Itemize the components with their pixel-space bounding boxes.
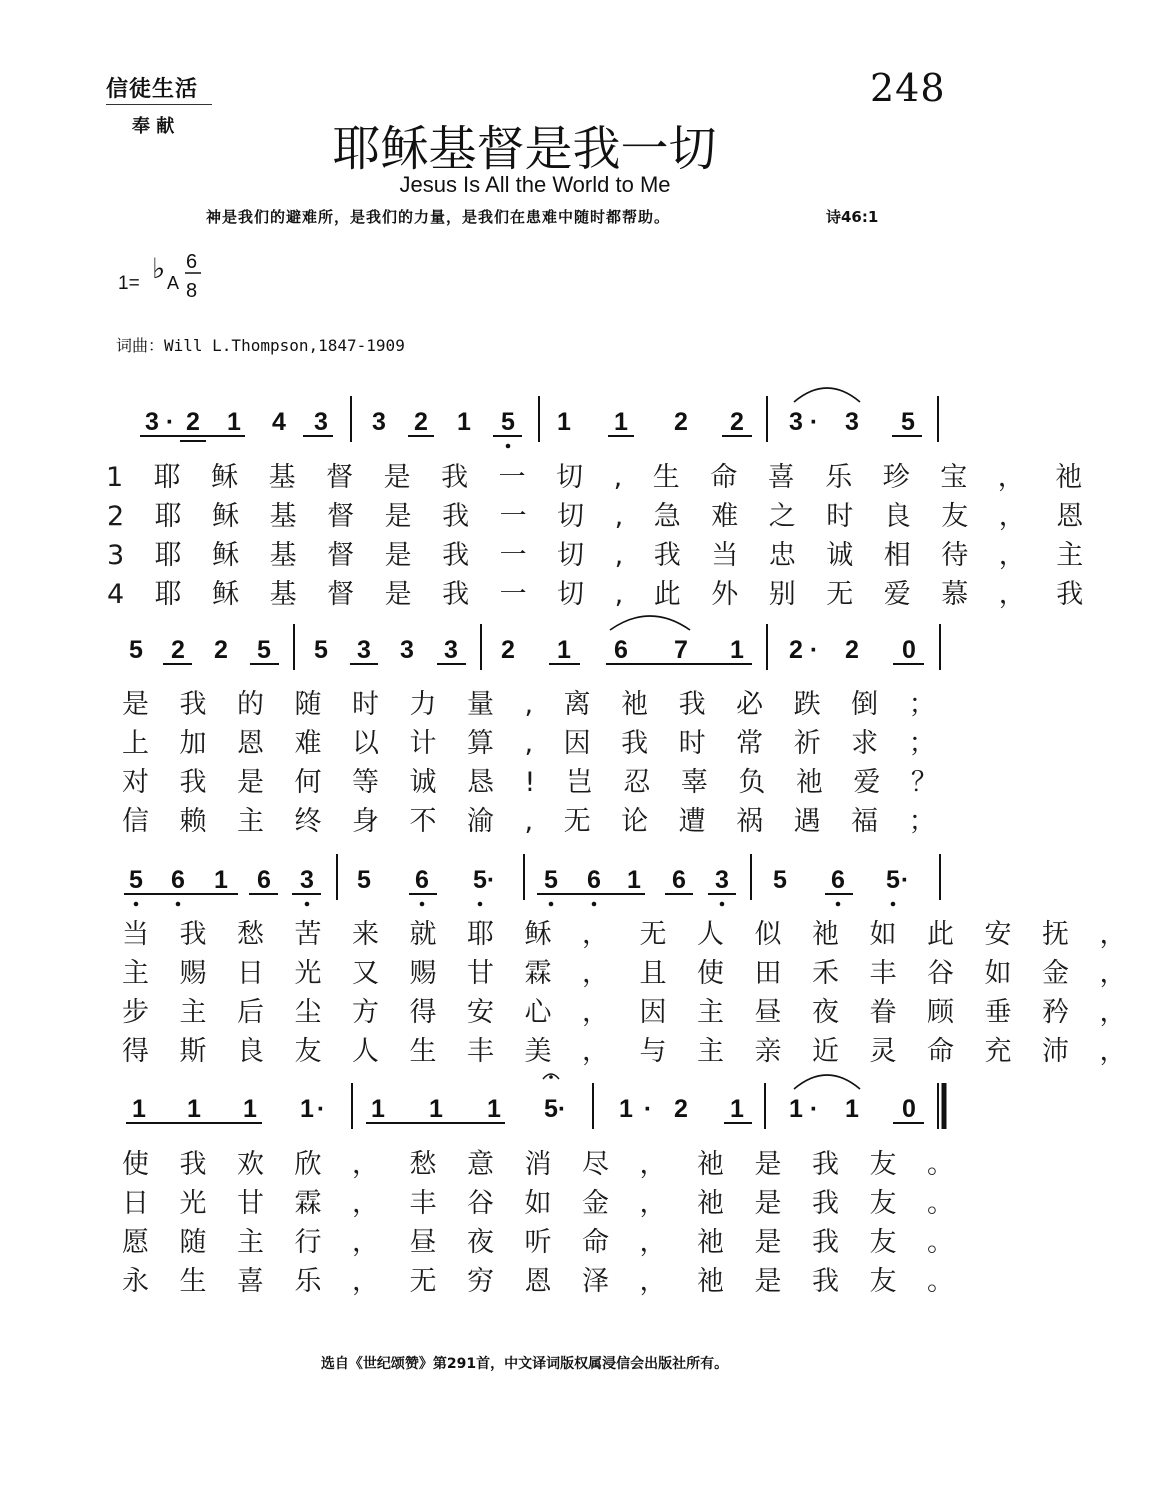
lyric-line: 步主后尘方得安心，因主昼夜眷顾垂矜，	[122, 997, 1157, 1028]
credits: 词曲：Will L.Thompson,1847-1909	[116, 336, 405, 355]
jianpu-note: 3	[444, 636, 458, 664]
low-octave-dot	[836, 902, 841, 907]
jianpu-note: 2	[414, 408, 428, 436]
jianpu-note: 5	[129, 866, 143, 894]
copyright-footer: 选自《世纪颂赞》第291首，中文译词版权属浸信会出版社所有。	[320, 1356, 729, 1372]
jianpu-note: 6	[672, 866, 686, 894]
jianpu-note: 2	[186, 408, 200, 436]
low-octave-dot	[506, 444, 511, 449]
key-prefix: 1=	[118, 273, 140, 294]
music-system	[126, 1074, 944, 1129]
augmentation-dot: ·	[809, 408, 819, 436]
augmentation-dot: ·	[809, 636, 819, 664]
jianpu-note: 5	[473, 866, 487, 894]
jianpu-note: 1	[243, 1095, 257, 1123]
flat-symbol: ♭	[152, 253, 166, 284]
jianpu-note: 3	[145, 408, 159, 436]
lyric-line: 日光甘霖，丰谷如金，祂是我友。	[122, 1188, 985, 1219]
jianpu-note: 1	[227, 408, 241, 436]
jianpu-note: 1	[789, 1095, 803, 1123]
jianpu-note: 1	[557, 636, 571, 664]
jianpu-note: 1	[132, 1095, 146, 1123]
jianpu-note: 2	[674, 1095, 688, 1123]
lyric-line: 3耶稣基督是我一切,我当忠诚相待，主	[107, 540, 1114, 571]
jianpu-note: 5	[886, 866, 900, 894]
jianpu-note: 5	[314, 636, 328, 664]
augmentation-dot: ·	[165, 408, 175, 436]
jianpu-note: 3	[314, 408, 328, 436]
hymn-title-english: Jesus Is All the World to Me	[399, 172, 671, 197]
jianpu-note: 5	[901, 408, 915, 436]
jianpu-note: 3	[357, 636, 371, 664]
low-octave-dot	[592, 902, 597, 907]
low-octave-dot	[549, 902, 554, 907]
lyric-line: 当我愁苦来就耶稣，无人似祂如此安抚，	[122, 919, 1157, 950]
jianpu-note: 3	[789, 408, 803, 436]
jianpu-note: 1	[730, 1095, 744, 1123]
jianpu-note: 4	[272, 408, 286, 436]
low-octave-dot	[305, 902, 310, 907]
time-signature-bottom: 8	[186, 280, 198, 302]
jianpu-note: 5	[544, 866, 558, 894]
low-octave-dot	[420, 902, 425, 907]
lyric-line: 永生喜乐，无穷恩泽，祂是我友。	[122, 1266, 985, 1297]
jianpu-note: 2	[789, 636, 803, 664]
low-octave-dot	[176, 902, 181, 907]
jianpu-note: 1	[187, 1095, 201, 1123]
jianpu-note: 1	[557, 408, 571, 436]
lyric-line: 是我的随时力量,离祂我必跌倒；	[122, 689, 967, 720]
jianpu-note: 3	[715, 866, 729, 894]
jianpu-note: 1	[429, 1095, 443, 1123]
subcategory-label: 奉 献	[132, 116, 175, 137]
jianpu-note: 3	[845, 408, 859, 436]
augmentation-dot: ·	[486, 866, 496, 894]
slur-arc	[610, 616, 690, 630]
music-system	[140, 388, 938, 448]
jianpu-note: 0	[902, 1095, 916, 1123]
jianpu-note: 5	[501, 408, 515, 436]
jianpu-note: 5	[773, 866, 787, 894]
hymn-number: 248	[870, 66, 946, 110]
jianpu-note: 1	[614, 408, 628, 436]
jianpu-note: 7	[674, 636, 688, 664]
lyric-line: 使我欢欣，愁意消尽，祂是我友。	[122, 1149, 985, 1180]
slur-arc	[794, 388, 860, 402]
jianpu-note: 3	[400, 636, 414, 664]
jianpu-note: 1	[627, 866, 641, 894]
jianpu-note: 6	[614, 636, 628, 664]
key-letter: A	[167, 273, 180, 293]
jianpu-note: 6	[257, 866, 271, 894]
time-signature-top: 6	[186, 251, 198, 273]
jianpu-note: 2	[845, 636, 859, 664]
jianpu-note: 6	[171, 866, 185, 894]
jianpu-note: 6	[831, 866, 845, 894]
augmentation-dot: ·	[900, 866, 910, 894]
augmentation-dot: ·	[643, 1095, 653, 1123]
jianpu-note: 0	[902, 636, 916, 664]
jianpu-note: 1	[457, 408, 471, 436]
low-octave-dot	[478, 902, 483, 907]
lyric-line: 主赐日光又赐甘霖，且使田禾丰谷如金，	[122, 958, 1157, 989]
lyric-line: 2耶稣基督是我一切,急难之时良友，恩	[107, 501, 1114, 532]
jianpu-note: 5	[129, 636, 143, 664]
jianpu-note: 2	[730, 408, 744, 436]
jianpu-note: 6	[415, 866, 429, 894]
lyric-line: 对我是何等诚恳!岂忍辜负祂爱？	[122, 767, 969, 798]
jianpu-note: 2	[501, 636, 515, 664]
augmentation-dot: ·	[557, 1095, 567, 1123]
jianpu-note: 5	[257, 636, 271, 664]
jianpu-note: 5	[357, 866, 371, 894]
scripture-verse: 神是我们的避难所，是我们的力量，是我们在患难中随时都帮助。	[206, 208, 671, 226]
music-system	[124, 854, 940, 906]
lyric-line: 1耶稣基督是我一切,生命喜乐珍宝，祂	[106, 462, 1113, 493]
slur-arc	[794, 1075, 860, 1089]
jianpu-note: 1	[487, 1095, 501, 1123]
fermata-dot	[549, 1075, 553, 1079]
lyric-line: 得斯良友人生丰美，与主亲近灵命充沛，	[122, 1036, 1157, 1067]
scripture-reference: 诗46:1	[826, 208, 879, 226]
jianpu-note: 3	[300, 866, 314, 894]
jianpu-note: 3	[372, 408, 386, 436]
jianpu-note: 5	[544, 1095, 558, 1123]
jianpu-note: 2	[214, 636, 228, 664]
low-octave-dot	[891, 902, 896, 907]
lyric-line: 4耶稣基督是我一切,此外别无爱慕，我	[107, 579, 1114, 610]
low-octave-dot	[720, 902, 725, 907]
hymn-title-chinese: 耶稣基督是我一切	[332, 121, 717, 177]
lyric-line: 信赖主终身不渝,无论遭祸遇福；	[122, 806, 967, 837]
augmentation-dot: ·	[316, 1095, 326, 1123]
jianpu-note: 1	[845, 1095, 859, 1123]
augmentation-dot: ·	[809, 1095, 819, 1123]
jianpu-note: 2	[674, 408, 688, 436]
category-label: 信徒生活	[106, 76, 199, 102]
music-system	[129, 616, 940, 670]
jianpu-note: 2	[171, 636, 185, 664]
jianpu-note: 1	[371, 1095, 385, 1123]
jianpu-note: 1	[730, 636, 744, 664]
low-octave-dot	[134, 902, 139, 907]
jianpu-note: 6	[587, 866, 601, 894]
lyric-line: 上加恩难以计算,因我时常祈求；	[122, 728, 967, 759]
jianpu-note: 1	[214, 866, 228, 894]
lyric-line: 愿随主行，昼夜听命，祂是我友。	[122, 1227, 985, 1258]
jianpu-note: 1	[619, 1095, 633, 1123]
jianpu-note: 1	[300, 1095, 314, 1123]
